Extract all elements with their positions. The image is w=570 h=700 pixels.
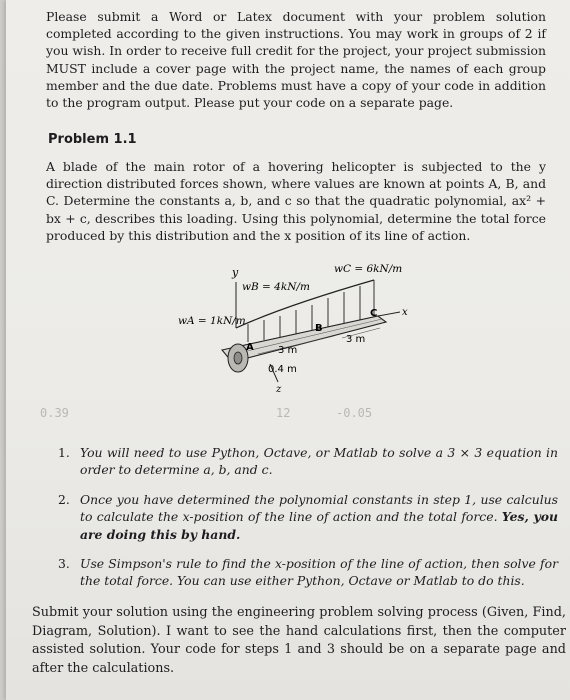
y-axis-label: y <box>232 266 239 279</box>
list-item-text: You will need to use Python, Octave, or Matlab to solve a 3 × 3 equation in order to determine a, b, and c. <box>80 445 558 478</box>
faint-mark: 12 <box>276 406 291 420</box>
rotor-blade-figure <box>174 258 424 396</box>
list-item-number: 2. <box>58 491 70 507</box>
intro-paragraph: Please submit a Word or Latex document with your problem solution completed according to the given instructions. You may work in groups of 2 if you wish. In order to receive full credit for the project, your project submission MUST include a cover page with the project name, the names of each group member and the due date. Problems must have a copy of your code in addition to the program output. Please put your code on a separate page. <box>46 9 546 111</box>
dimension-3m-upper: 3 m <box>346 334 366 345</box>
closing-paragraph: Submit your solution using the engineering problem solving process (Given, Find, Diagram, Solution). I want to see the hand calculations first, then the computer assisted solution. Your code for steps 1 and 3 should be on a separate page and after the calculations. <box>32 605 566 676</box>
point-c-label: C <box>370 308 378 319</box>
wc-load-label: wC = 6kN/m <box>334 263 403 275</box>
point-a-label: A <box>246 342 254 353</box>
list-item <box>50 491 558 543</box>
task-list <box>50 444 558 602</box>
dimension-0-4m: 0.4 m <box>268 364 297 375</box>
faint-mark: -0.05 <box>336 406 373 420</box>
list-item-number: 3. <box>58 556 70 572</box>
problem-heading: Problem 1.1 <box>48 132 137 147</box>
list-item <box>50 555 558 590</box>
list-item-text: Once you have determined the polynomial constants in step 1, use calculus to calculate the x-position of the line of action and the total force. <box>80 491 558 525</box>
problem-statement: A blade of the main rotor of a hovering helicopter is subjected to the y direction distributed forces shown, where values are known at points A, B, and C. Determine the constants a, b, and c so that the quadratic polynomial, ax² + bx + c, describes this loading. Using this polynomial, determine the total force produced by this distribution and the x position of its line of action. <box>46 159 546 243</box>
faint-mark: 0.39 <box>40 406 69 420</box>
list-item-emphasis: Yes, you are doing this by hand. <box>80 509 558 542</box>
wb-load-label: wB = 4kN/m <box>242 281 310 293</box>
list-item-text: Use Simpson's rule to find the x-position of the line of action, then solve for the total force. You can use either Python, Octave or Matlab to do this. <box>80 556 558 589</box>
document-page <box>6 0 570 700</box>
wa-load-label: wA = 1kN/m <box>178 315 246 327</box>
list-item <box>50 444 558 479</box>
z-axis-label: z <box>276 384 282 395</box>
point-b-label: B <box>315 323 323 334</box>
x-axis-label: x <box>402 307 408 318</box>
dimension-3m-lower: 3 m <box>278 345 298 356</box>
list-item-number: 1. <box>58 445 70 460</box>
